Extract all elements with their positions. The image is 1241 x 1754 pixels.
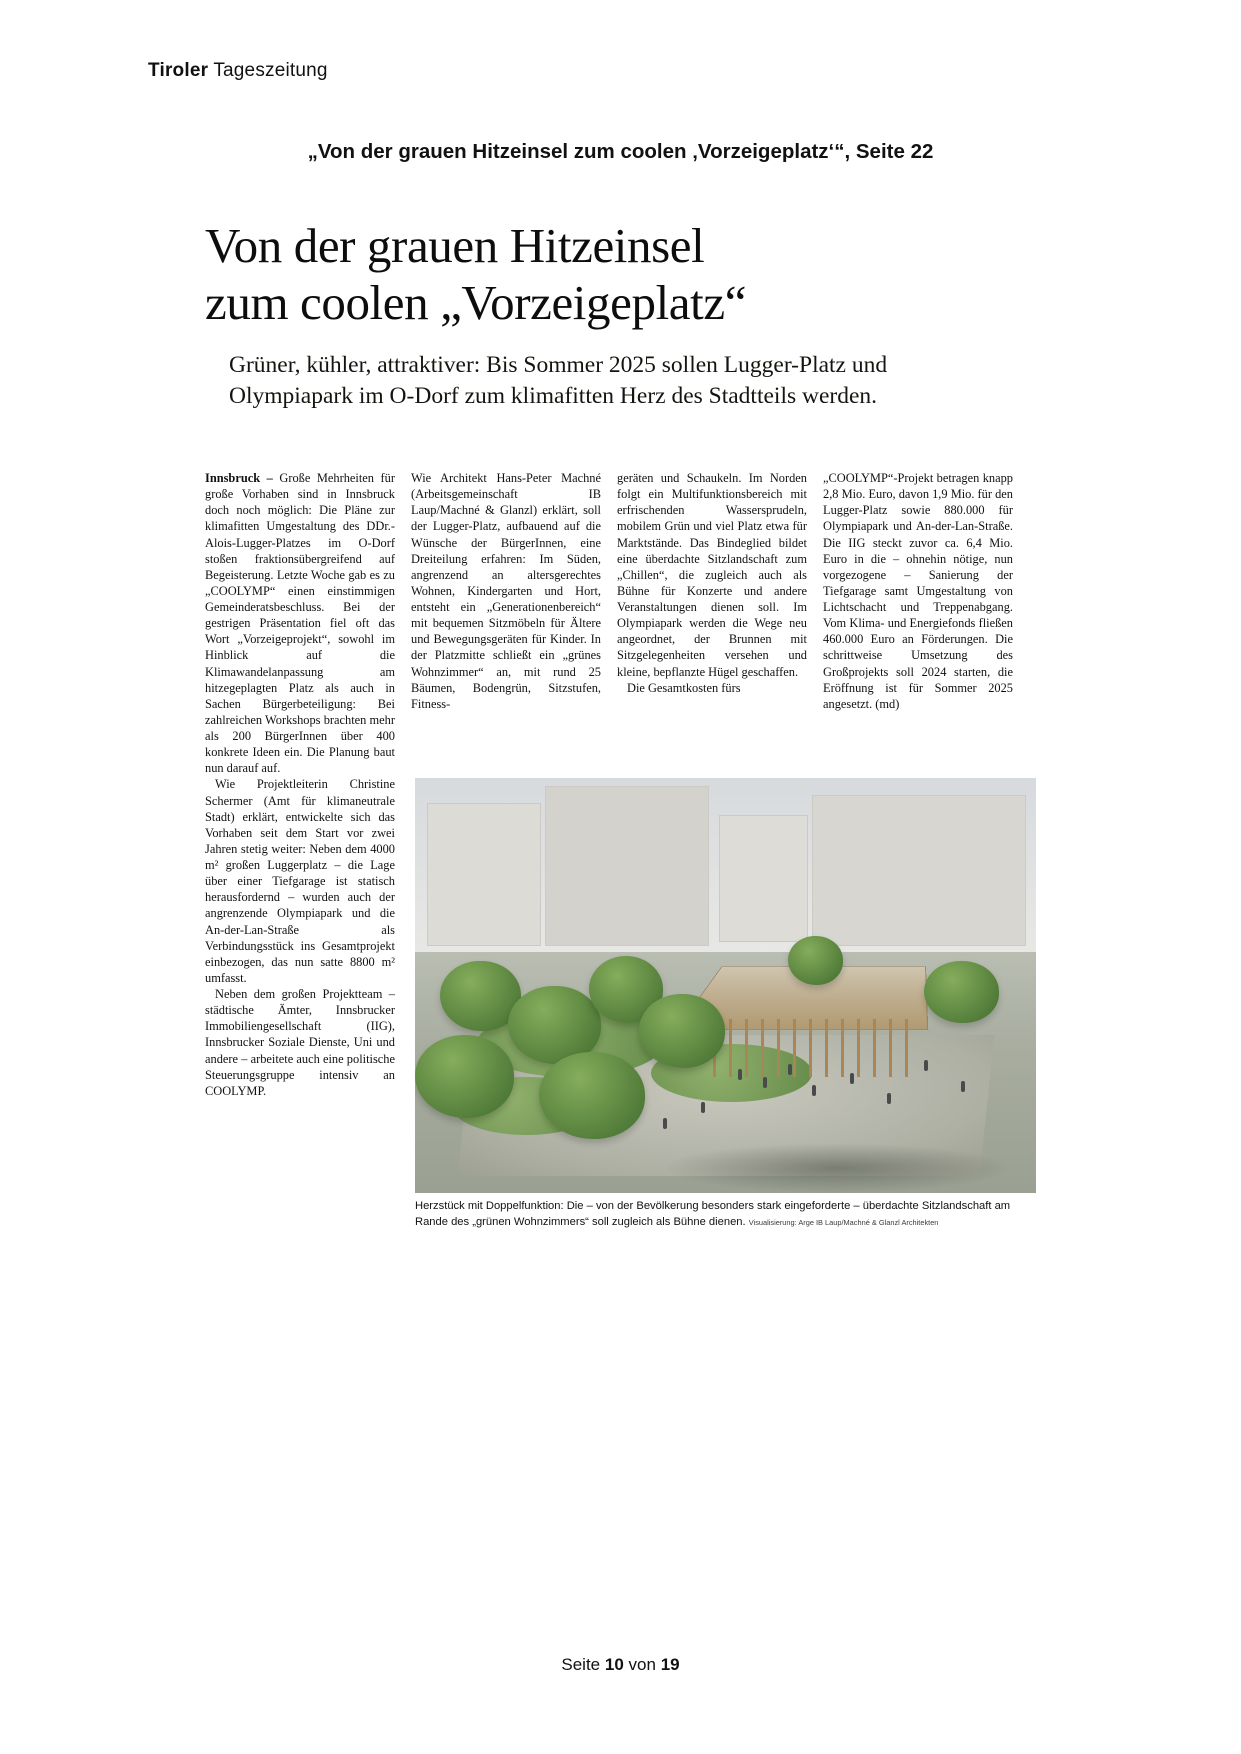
page-footer [0,1655,1241,1675]
image-tree [639,994,726,1069]
image-building [545,786,708,946]
image-person [812,1085,816,1096]
image-building [812,795,1025,946]
paragraph: Wie Projektleiterin Christine Schermer (Amt für klimaneutrale Stadt) erklärt, entwickelte sich das Vorhaben seit dem Start vor zwei Jahren stetig weiter: Neben dem 4000 m² großen Luggerplatz – die Lage über einer Tiefgarage ist statisch herausfordernd – wurden auch der angrenzende Olympiapark und die An-der-Lan-Straße als Verbindungsstück ins Gesamtprojekt einbezogen, das nun satte 8800 m² umfasst. [205,777,395,985]
figure-credit: Visualisierung: Arge IB Laup/Machné & Glanzl Architekten [748,1217,939,1227]
paragraph [205,470,395,776]
paragraph: geräten und Schaukeln. Im Norden folgt ein Multifunktionsbereich mit erfrischenden Wassersprudeln, mobilem Grün und viel Platz etwa für Marktstände. Das Bindeglied bildet eine überdachte Sitzlandschaft zum „Chillen“, die zugleich auch als Bühne für Konzerte und andere Veranstaltungen dienen soll. Im Olympiapark werden die Wege neu angeordnet, der Brunnen mit Sitzgelegenheiten versehen und kleine, bepflanzte Hügel geschaffen. [617,471,807,679]
image-person [663,1118,667,1129]
image-foreground-shadow [663,1143,1011,1193]
image-tree [788,936,844,986]
masthead-subtitle: Tageszeitung [213,60,328,81]
paragraph: Neben dem großen Projektteam – städtische Ämter, Innsbrucker Immobiliengesellschaft (IIG), Innsbrucker Soziale Dienste, Uni und andere – arbeitete auch eine politische Steuerungsgruppe intensiv an COOLYMP. [205,987,395,1098]
image-building [719,815,808,942]
image-person [961,1081,965,1092]
page-title: „Von der grauen Hitzeinsel zum coolen ‚Vorzeigeplatz‘“, Seite 22 [307,140,934,163]
footer-total-pages: 19 [660,1655,680,1674]
caption-text: Herzstück mit Doppelfunktion: Die – von der Bevölkerung besonders stark eingeforderte – überdachte Sitzlandschaft am Rande des „grünen Wohnzimmers“ soll zugleich als Bühne dienen. [415,1200,1011,1228]
dateline: Innsbruck – [205,471,273,485]
article-headline [205,218,1036,332]
article-column-1 [205,470,395,1099]
article-clipping [205,218,1036,412]
standfirst-line-1: Grüner, kühler, attraktiver: Bis Sommer 2025 sollen Lugger-Platz und [229,351,888,378]
image-tree [924,961,999,1023]
masthead-brand: Tiroler [148,60,209,81]
figure-image [415,778,1036,1193]
masthead [148,60,328,82]
image-tree [415,1035,514,1118]
headline-line-2: zum coolen „Vorzeigeplatz“ [205,274,747,330]
image-person [763,1077,767,1088]
image-person [701,1102,705,1113]
image-pavilion-supports [713,1019,912,1077]
standfirst-line-2: Olympiapark im O-Dorf zum klimafitten Herz des Stadtteils werden. [229,382,878,409]
article-figure [415,778,1036,1231]
image-person [788,1064,792,1075]
figure-caption [415,1199,1036,1231]
image-person [738,1069,742,1080]
paragraph: Die Gesamtkosten fürs [627,680,741,695]
image-person [887,1093,891,1104]
footer-page-number: 10 [604,1655,624,1674]
footer-mid: von [628,1655,656,1674]
paragraph-text: Große Mehrheiten für große Vorhaben sind in Innsbruck doch noch möglich: Die Pläne zur klimafitten Umgestaltung des DDr.-Alois-Lugger-Platzes im O-Dorf stoßen fraktionsübergreifend auf Begeisterung. Letzte Woche gab es zu „COOLYMP“ einen einstimmigen Gemeinderatsbeschluss. Bei der gestrigen Präsentation fiel oft das Wort „Vorzeigeprojekt“, sowohl im Hinblick auf die Klimawandelanpassung am hitzegeplagten Platz als auch in Sachen Bürgerbeteiligung: Bei zahlreichen Workshops brachten mehr als 200 BürgerInnen über 400 konkrete Ideen ein. Die Planung baut nun darauf auf. [205,471,395,776]
article-standfirst [207,350,1036,412]
image-tree [539,1052,645,1139]
headline-line-1: Von der grauen Hitzeinsel [205,218,705,273]
image-person [924,1060,928,1071]
image-person [850,1073,854,1084]
image-building [427,803,541,946]
paragraph: „COOLYMP“-Projekt betragen knapp 2,8 Mio. Euro, davon 1,9 Mio. für den Lugger-Platz sowie 880.000 für Olympiapark und An-der-Lan-Straße. Die IIG steckt zuvor ca. 6,4 Mio. Euro in die – ohnehin nötige, nun vorgezogene – Sanierung der Tiefgarage samt Umgestaltung von Lichtschacht und Treppenabgang. Vom Klima- und Energiefonds fließen 460.000 Euro an Förderungen. Die schrittweise Umsetzung des Großprojekts soll 2024 starten, die Eröffnung ist für Sommer 2025 angesetzt. (md) [823,471,1013,711]
footer-prefix: Seite [561,1655,601,1674]
paragraph: Wie Architekt Hans-Peter Machné (Arbeitsgemeinschaft IB Laup/Machné & Glanzl) erklärt, soll der Lugger-Platz, aufbauend auf die Wünsche der BürgerInnen, eine Dreiteilung erfahren: Im Süden, angrenzend an altersgerechtes Wohnen, Kindergarten und Hort, entsteht ein „Generationenbereich“ mit bequemen Sitzmöbeln für Ältere und Bewegungsgeräten für Kinder. In der Platzmitte schließt ein „grünes Wohnzimmer“ an, mit rund 25 Bäumen, Bodengrün, Sitzstufen, Fitness- [411,471,601,711]
